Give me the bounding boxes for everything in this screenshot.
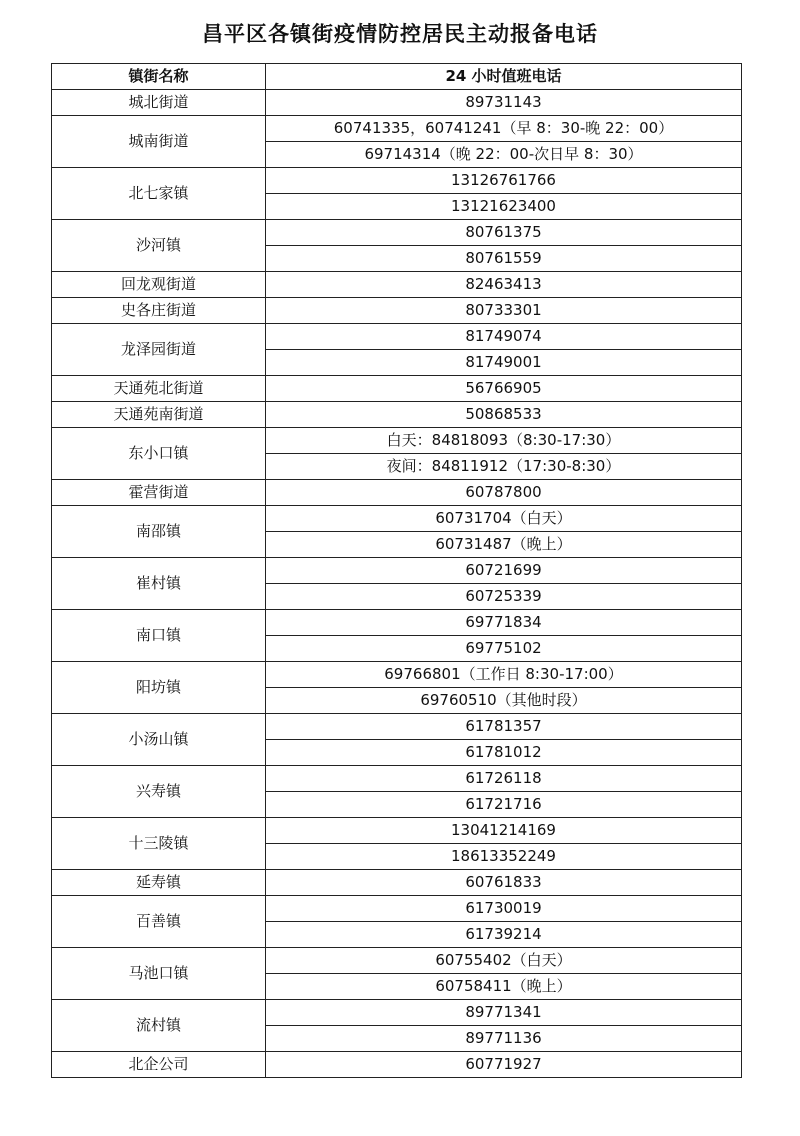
- phone-cell: 56766905: [266, 376, 742, 402]
- column-header-name: 镇街名称: [52, 64, 266, 90]
- table-row: [52, 272, 742, 298]
- table-row: [52, 870, 742, 896]
- phone-cell: 81749074: [266, 324, 742, 350]
- town-name-cell: 崔村镇: [52, 558, 266, 610]
- town-name-cell: 小汤山镇: [52, 714, 266, 766]
- phone-cell: 69766801（工作日 8:30-17:00）: [266, 662, 742, 688]
- phone-cell: 13121623400: [266, 194, 742, 220]
- phone-cell: 13126761766: [266, 168, 742, 194]
- phone-cell: 60721699: [266, 558, 742, 584]
- phone-cell: 80733301: [266, 298, 742, 324]
- phone-cell: 60741335，60741241（早 8：30-晚 22：00）: [266, 116, 742, 142]
- phone-cell: 61781012: [266, 740, 742, 766]
- town-name-cell: 沙河镇: [52, 220, 266, 272]
- table-row: [52, 402, 742, 428]
- table-row: [52, 480, 742, 506]
- phone-cell: 69771834: [266, 610, 742, 636]
- phone-cell: 69714314（晚 22：00-次日早 8：30）: [266, 142, 742, 168]
- town-name-cell: 兴寿镇: [52, 766, 266, 818]
- hotline-table: [51, 63, 742, 1078]
- table-row: [52, 610, 742, 636]
- town-name-cell: 天通苑南街道: [52, 402, 266, 428]
- table-row: [52, 116, 742, 142]
- phone-cell: 61739214: [266, 922, 742, 948]
- phone-cell: 60755402（白天）: [266, 948, 742, 974]
- town-name-cell: 史各庄街道: [52, 298, 266, 324]
- town-name-cell: 北企公司: [52, 1052, 266, 1078]
- phone-cell: 61730019: [266, 896, 742, 922]
- phone-cell: 61726118: [266, 766, 742, 792]
- town-name-cell: 百善镇: [52, 896, 266, 948]
- town-name-cell: 霍营街道: [52, 480, 266, 506]
- phone-cell: 夜间：84811912（17:30-8:30）: [266, 454, 742, 480]
- phone-cell: 白天：84818093（8:30-17:30）: [266, 428, 742, 454]
- phone-cell: 89771136: [266, 1026, 742, 1052]
- town-name-cell: 南邵镇: [52, 506, 266, 558]
- phone-cell: 18613352249: [266, 844, 742, 870]
- column-header-phone: 24 小时值班电话: [266, 64, 742, 90]
- table-row: [52, 324, 742, 350]
- town-name-cell: 阳坊镇: [52, 662, 266, 714]
- town-name-cell: 回龙观街道: [52, 272, 266, 298]
- town-name-cell: 东小口镇: [52, 428, 266, 480]
- table-row: [52, 948, 742, 974]
- phone-cell: 60787800: [266, 480, 742, 506]
- town-name-cell: 天通苑北街道: [52, 376, 266, 402]
- town-name-cell: 北七家镇: [52, 168, 266, 220]
- phone-cell: 13041214169: [266, 818, 742, 844]
- table-row: [52, 558, 742, 584]
- phone-cell: 61781357: [266, 714, 742, 740]
- phone-cell: 80761375: [266, 220, 742, 246]
- table-header-row: [52, 64, 742, 90]
- town-name-cell: 流村镇: [52, 1000, 266, 1052]
- town-name-cell: 十三陵镇: [52, 818, 266, 870]
- phone-cell: 81749001: [266, 350, 742, 376]
- table-row: [52, 1052, 742, 1078]
- table-row: [52, 714, 742, 740]
- phone-cell: 89731143: [266, 90, 742, 116]
- town-name-cell: 延寿镇: [52, 870, 266, 896]
- town-name-cell: 龙泽园街道: [52, 324, 266, 376]
- phone-cell: 80761559: [266, 246, 742, 272]
- phone-cell: 50868533: [266, 402, 742, 428]
- table-row: [52, 220, 742, 246]
- town-name-cell: 城南街道: [52, 116, 266, 168]
- phone-cell: 69775102: [266, 636, 742, 662]
- table-row: [52, 818, 742, 844]
- table-body: [52, 90, 742, 1078]
- table-row: [52, 428, 742, 454]
- phone-cell: 69760510（其他时段）: [266, 688, 742, 714]
- table-row: [52, 376, 742, 402]
- table-row: [52, 896, 742, 922]
- table-row: [52, 168, 742, 194]
- page-title: 昌平区各镇街疫情防控居民主动报备电话: [202, 22, 598, 46]
- phone-cell: 60758411（晚上）: [266, 974, 742, 1000]
- table-row: [52, 766, 742, 792]
- phone-cell: 60731487（晚上）: [266, 532, 742, 558]
- town-name-cell: 马池口镇: [52, 948, 266, 1000]
- phone-cell: 61721716: [266, 792, 742, 818]
- table-row: [52, 90, 742, 116]
- phone-cell: 60771927: [266, 1052, 742, 1078]
- town-name-cell: 南口镇: [52, 610, 266, 662]
- phone-cell: 60725339: [266, 584, 742, 610]
- phone-cell: 60731704（白天）: [266, 506, 742, 532]
- phone-cell: 60761833: [266, 870, 742, 896]
- table-row: [52, 298, 742, 324]
- town-name-cell: 城北街道: [52, 90, 266, 116]
- table-row: [52, 506, 742, 532]
- phone-cell: 89771341: [266, 1000, 742, 1026]
- table-row: [52, 662, 742, 688]
- phone-cell: 82463413: [266, 272, 742, 298]
- table-row: [52, 1000, 742, 1026]
